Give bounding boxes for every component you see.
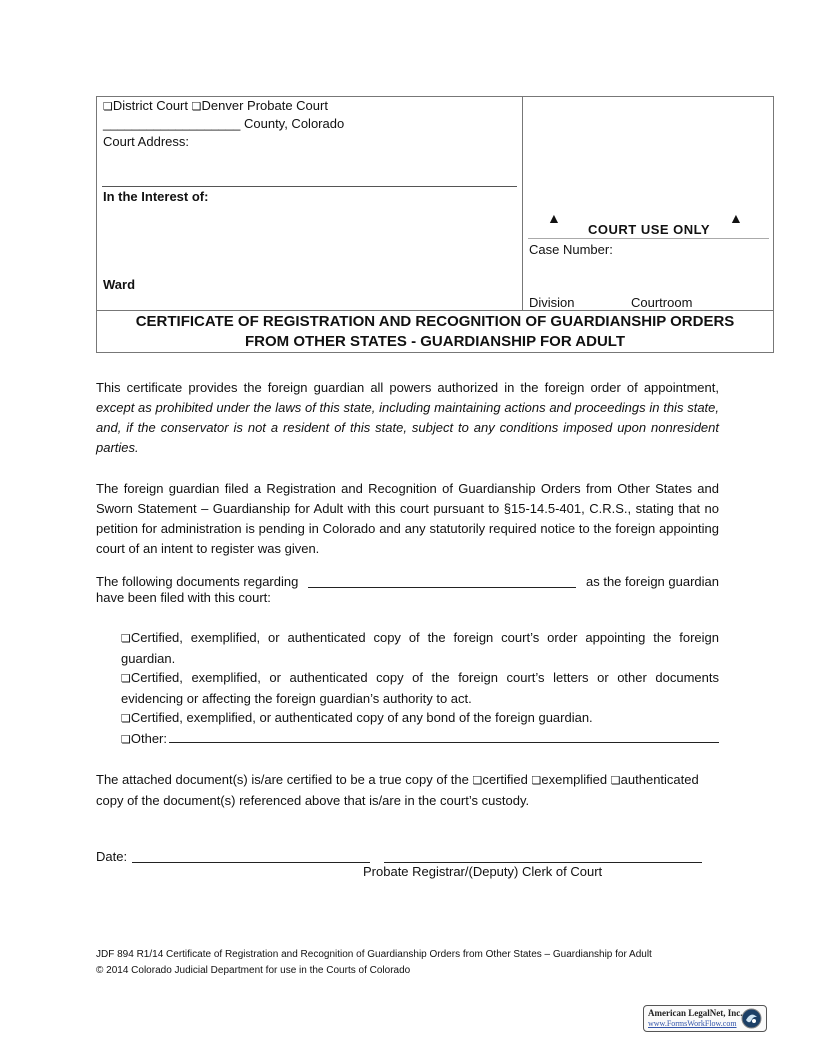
certified-checkbox-icon[interactable]: ❏ xyxy=(472,774,483,787)
footer-copyright: © 2014 Colorado Judicial Department for use in the Courts of Colorado xyxy=(96,965,411,976)
title-line-1: CERTIFICATE OF REGISTRATION AND RECOGNITION OF GUARDIANSHIP ORDERS xyxy=(135,313,735,330)
date-field[interactable] xyxy=(132,849,370,863)
county-label: County, Colorado xyxy=(240,116,345,131)
district-court-label: District Court xyxy=(112,98,188,113)
certified-label: certified xyxy=(482,772,528,787)
exemplified-checkbox-icon[interactable]: ❏ xyxy=(531,774,542,787)
globe-icon xyxy=(741,1008,762,1029)
item-other-label: Other: xyxy=(130,731,167,746)
other-field[interactable] xyxy=(169,729,719,743)
checkbox-icon[interactable]: ❏ xyxy=(121,672,131,685)
court-use-divider xyxy=(528,238,769,239)
documents-regarding-line xyxy=(96,574,719,590)
checkbox-icon[interactable]: ❏ xyxy=(121,712,131,725)
paragraph-certification xyxy=(96,770,721,811)
list-item xyxy=(121,628,719,669)
in-interest-label: In the Interest of: xyxy=(103,189,209,204)
court-address-field-line[interactable] xyxy=(102,186,517,187)
court-use-only-label: COURT USE ONLY xyxy=(588,222,711,237)
denver-probate-label: Denver Probate Court xyxy=(201,98,328,113)
documents-regarding-text: The following documents regarding xyxy=(96,574,299,589)
guardian-name-field[interactable] xyxy=(308,574,576,588)
paragraph-filing: The foreign guardian filed a Registration and Recognition of Guardianship Orders from Other States and Sworn Statement – Guardianship for Adult with this court pursuant to §15-14.5-401, C.R.S., stating that no petition for administration is pending in Colorado and any statutorily required notice to the foreign appointing court of an intent to register was given. xyxy=(96,481,719,556)
case-number-label: Case Number: xyxy=(529,242,613,257)
document-title xyxy=(96,312,774,352)
authenticated-checkbox-icon[interactable]: ❏ xyxy=(610,774,621,787)
up-triangle-icon: ▲ xyxy=(729,210,743,226)
paragraph-documents xyxy=(96,574,719,606)
logo-url-link[interactable]: www.FormsWorkFlow.com xyxy=(648,1019,737,1028)
item-bond-text: Certified, exemplified, or authenticated copy of any bond of the foreign guardian. xyxy=(130,710,593,725)
checkbox-icon[interactable]: ❏ xyxy=(121,632,131,645)
division-label: Division xyxy=(529,295,575,310)
certification-text-continued: copy of the document(s) referenced above that is/are in the court’s custody. xyxy=(96,793,530,808)
denver-probate-checkbox-icon[interactable]: ❏ xyxy=(191,100,202,113)
courtroom-label: Courtroom xyxy=(631,295,693,310)
paragraph-powers xyxy=(96,378,719,458)
court-address-label: Court Address: xyxy=(103,134,189,149)
legalnet-logo[interactable] xyxy=(643,1005,767,1032)
list-item xyxy=(121,729,719,750)
logo-company-name: American LegalNet, Inc. xyxy=(648,1008,743,1018)
paragraph-powers-text: This certificate provides the foreign guardian all powers authorized in the foreign order of appointment, xyxy=(96,380,719,395)
signer-label: Probate Registrar/(Deputy) Clerk of Court xyxy=(363,864,603,879)
paragraph-powers-exceptions: except as prohibited under the laws of this state, including maintaining actions and proceedings in this state, and, if the conservator is not a resident of this state, subject to any conditions imposed upon nonresident parties. xyxy=(96,400,719,455)
list-item xyxy=(121,668,719,709)
up-triangle-icon: ▲ xyxy=(547,210,561,226)
checkbox-icon[interactable]: ❏ xyxy=(121,733,131,746)
filed-with-court-text: have been filed with this court: xyxy=(96,590,271,605)
ward-label: Ward xyxy=(103,277,136,292)
title-line-2: FROM OTHER STATES - GUARDIANSHIP FOR ADULT xyxy=(245,333,625,350)
footer-form-id: JDF 894 R1/14 Certificate of Registration and Recognition of Guardianship Orders from Other States – Guardianship for Adult xyxy=(96,949,652,960)
county-line xyxy=(103,115,344,132)
signature-field[interactable] xyxy=(384,849,702,863)
exemplified-label: exemplified xyxy=(541,772,608,787)
court-selection xyxy=(103,97,328,115)
list-item xyxy=(121,708,719,729)
district-court-checkbox-icon[interactable]: ❏ xyxy=(103,100,113,113)
item-letters-text: Certified, exemplified, or authenticated copy of the foreign court’s letters or other documents evidencing or affecting the foreign guardian’s authority to act. xyxy=(121,670,719,706)
date-label: Date: xyxy=(96,849,128,864)
item-order-text: Certified, exemplified, or authenticated copy of the foreign court’s order appointing the foreign guardian. xyxy=(121,630,719,666)
certification-text: The attached document(s) is/are certified to be a true copy of the xyxy=(96,772,473,787)
caption-divider-vertical xyxy=(522,96,523,311)
authenticated-label: authenticated xyxy=(620,772,699,787)
as-foreign-guardian-text: as the foreign guardian xyxy=(586,574,719,589)
county-blank[interactable]: ___________________ xyxy=(103,116,241,131)
